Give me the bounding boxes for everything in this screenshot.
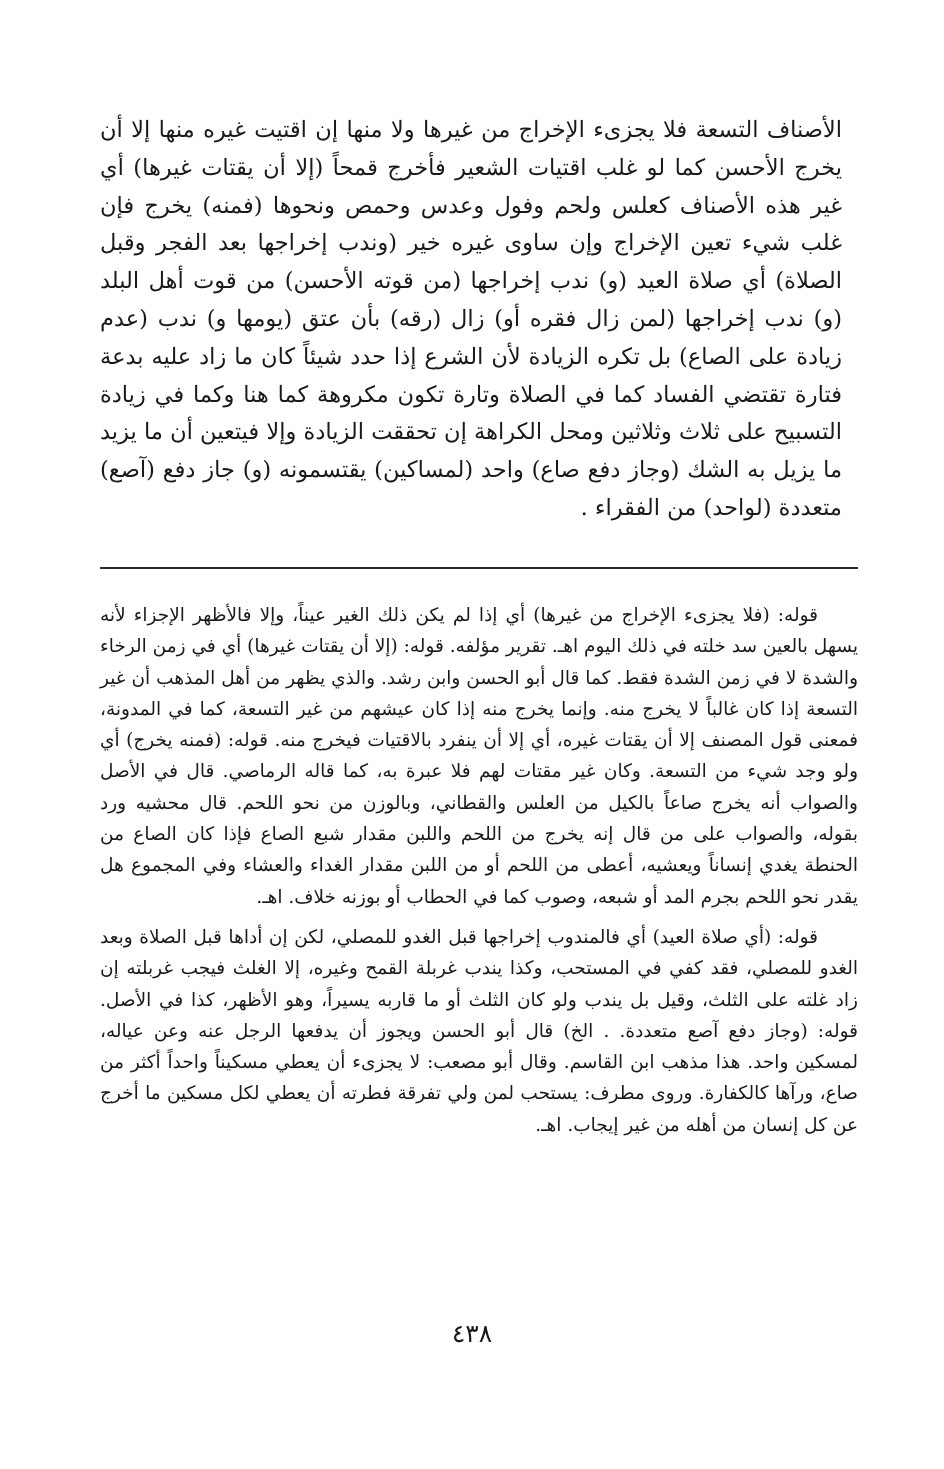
footnote-separator-line	[100, 567, 858, 569]
page-number: ٤٣٨	[451, 1319, 493, 1348]
main-paragraph: الأصناف التسعة فلا يجزىء الإخراج من غيرها ولا منها إن اقتيت غيره منها إلا أن يخرج الأحسن كما لو غلب اقتيات الشعير فأخرج قمحاً (إلا أن يقتات غيرها) أي غير هذه الأصناف كعلس ولحم وفول وعدس وحمص ونحوها (فمنه) يخرج فإن غلب شيء تعين الإخراج وإن ساوى غيره خير (وندب إخراجها بعد الفجر وقبل الصلاة) أي صلاة العيد (و) ندب إخراجها (من قوته الأحسن) من قوت أهل البلد (و) ندب إخراجها (لمن زال فقره أو) زال (رقه) بأن عتق (يومها و) ندب (عدم زيادة على الصاع) بل تكره الزيادة لأن الشرع إذا حدد شيئاً كان ما زاد عليه بدعة فتارة تقتضي الفساد كما في الصلاة وتارة تكون مكروهة كما هنا وكما في زيادة التسبيح على ثلاث وثلاثين ومحل الكراهة إن تحققت الزيادة وإلا فيتعين أن ما يزيد ما يزيل به الشك (وجاز دفع صاع) واحد (لمساكين) يقتسمونه (و) جاز دفع (آصع) متعددة (لواحد) من الفقراء .	[100, 117, 842, 521]
footnote-paragraph-2: قوله: (أي صلاة العيد) أي فالمندوب إخراجها قبل الغدو للمصلي، لكن إن أداها قبل الصلاة وبعد الغدو للمصلي، فقد كفي في المستحب، وكذا يندب غربلة القمح وغيره، إلا الغلث فيجب غربلته إن زاد غلته على الثلث، وقيل بل يندب ولو كان الثلث أو ما قاربه يسيراً، وهو الأظهر، كذا في الأصل. قوله: (وجاز دفع آصع متعددة. . الخ) قال أبو الحسن ويجوز أن يدفعها الرجل عنه وعن عياله، لمسكين واحد. هذا مذهب ابن القاسم. وقال أبو مصعب: لا يجزىء أن يعطي مسكيناً واحداً أكثر من صاع، ورآها كالكفارة. وروى مطرف: يستحب لمن ولي تفرقة فطرته أن يعطي لكل مسكين ما أخرج عن كل إنسان من أهله من غير إيجاب. اهـ.	[100, 926, 858, 1136]
footnotes-block	[100, 600, 858, 1141]
footnote-paragraph-1: قوله: (فلا يجزىء الإخراج من غيرها) أي إذا لم يكن ذلك الغير عيناً، وإلا فالأظهر الإجزاء لأنه يسهل بالعين سد خلته في ذلك اليوم اهـ. تقرير مؤلفه. قوله: (إلا أن يقتات غيرها) أي في زمن الرخاء والشدة لا في زمن الشدة فقط. كما قال أبو الحسن وابن رشد. والذي يظهر من أهل المذهب أن غير التسعة إذا كان غالباً لا يخرج منه. وإنما يخرج منه إذا كان عيشهم من غير التسعة، كما في المدونة، فمعنى قول المصنف إلا أن يقتات غيره، أي إلا أن ينفرد بالاقتيات فيخرج منه. قوله: (فمنه يخرج) أي ولو وجد شيء من التسعة. وكان غير مقتات لهم فلا عبرة به، كما قاله الرماصي. قال في الأصل والصواب أنه يخرج صاعاً بالكيل من العلس والقطاني، وبالوزن من نحو اللحم. قال محشيه ورد بقوله، والصواب على من قال إنه يخرج من اللحم واللبن مقدار شبع الصاع فإذا كان الصاع من الحنطة يغدي إنساناً ويعشيه، أعطى من اللحم أو من اللبن مقدار الغداء والعشاء وفي المجموع هل يقدر نحو اللحم بجرم المد أو شبعه، وصوب كما في الحطاب أو بوزنه خلاف. اهـ.	[100, 605, 858, 908]
main-text-block	[100, 112, 842, 528]
